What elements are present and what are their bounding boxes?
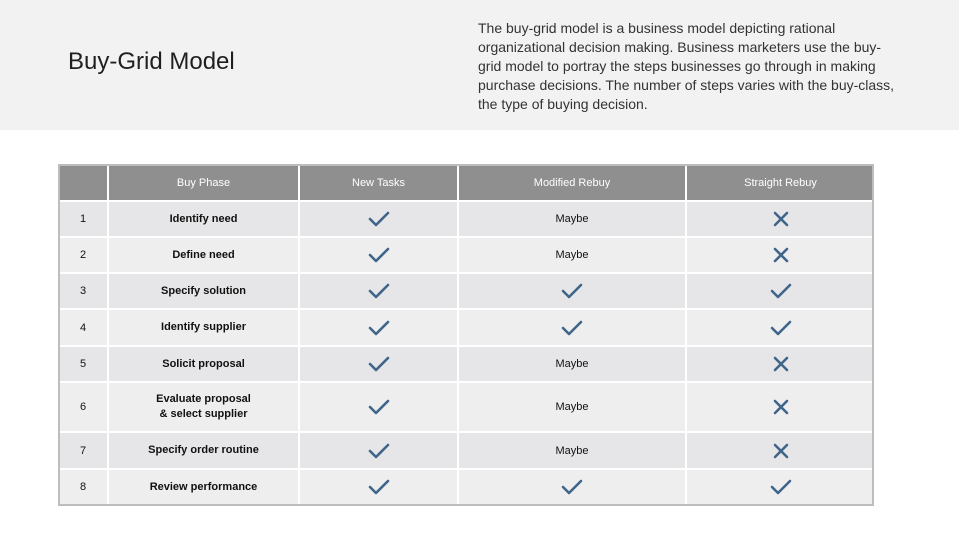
cross-icon: [687, 399, 874, 415]
check-icon: [300, 283, 457, 299]
cross-icon: [687, 211, 874, 227]
header-straight-rebuy: Straight Rebuy: [686, 165, 875, 201]
straight-rebuy-cell: [686, 237, 875, 273]
check-icon: [687, 479, 874, 495]
table-row: [59, 237, 875, 273]
table-body: [59, 201, 875, 505]
modified-rebuy-cell: Maybe: [458, 346, 686, 382]
table-header-row: [59, 165, 875, 201]
new-tasks-cell: [299, 273, 458, 309]
new-tasks-cell: [299, 432, 458, 469]
step-number: 2: [59, 237, 108, 273]
check-icon: [300, 211, 457, 227]
buy-grid-table: [58, 164, 876, 506]
modified-rebuy-cell: Maybe: [458, 201, 686, 237]
check-icon: [459, 479, 685, 495]
cross-icon: [687, 443, 874, 459]
check-icon: [300, 320, 457, 336]
check-icon: [300, 479, 457, 495]
new-tasks-cell: [299, 237, 458, 273]
table-row: [59, 469, 875, 505]
check-icon: [459, 283, 685, 299]
table-row: [59, 346, 875, 382]
new-tasks-cell: [299, 346, 458, 382]
buy-phase-label: Define need: [172, 248, 235, 261]
straight-rebuy-cell: [686, 309, 875, 346]
new-tasks-cell: [299, 201, 458, 237]
table-row: [59, 382, 875, 432]
buy-phase-cell: [108, 201, 299, 237]
step-number: 6: [59, 382, 108, 432]
check-icon: [459, 320, 685, 336]
buy-phase-label: Specify order routine: [148, 444, 259, 456]
step-number: 8: [59, 469, 108, 505]
buy-phase-cell: [108, 382, 299, 432]
step-number: 1: [59, 201, 108, 237]
table-row: [59, 309, 875, 346]
slide-description: The buy-grid model is a business model depicting rational organizational decision making. Business marketers use the buy-grid model to portray the steps businesses go through in making purchase decisions. The number of steps varies with the buy-class, the type of buying decision.: [478, 20, 895, 112]
slide-title: Buy-Grid Model: [68, 48, 235, 75]
buy-phase-label: Identify need: [169, 212, 238, 225]
table-row: [59, 273, 875, 309]
buy-phase-cell: [108, 346, 299, 382]
check-icon: [300, 443, 457, 459]
modified-rebuy-cell: Maybe: [458, 382, 686, 432]
straight-rebuy-cell: [686, 469, 875, 505]
buy-phase-label: Solicit proposal: [162, 357, 245, 370]
table-row: [59, 201, 875, 237]
cross-icon: [687, 247, 874, 263]
check-icon: [687, 320, 874, 336]
modified-rebuy-cell: Maybe: [458, 432, 686, 469]
buy-phase-label: & select supplier: [159, 408, 248, 420]
new-tasks-cell: [299, 309, 458, 346]
check-icon: [687, 283, 874, 299]
table-row: [59, 432, 875, 469]
buy-phase-cell: [108, 432, 299, 469]
check-icon: [300, 356, 457, 372]
straight-rebuy-cell: [686, 346, 875, 382]
straight-rebuy-cell: [686, 432, 875, 469]
buy-phase-cell: [108, 469, 299, 505]
header-number: [59, 165, 108, 201]
header-new-tasks: New Tasks: [299, 165, 458, 201]
modified-rebuy-cell: [458, 469, 686, 505]
straight-rebuy-cell: [686, 201, 875, 237]
new-tasks-cell: [299, 382, 458, 432]
new-tasks-cell: [299, 469, 458, 505]
buy-phase-cell: [108, 273, 299, 309]
modified-rebuy-cell: [458, 273, 686, 309]
check-icon: [300, 399, 457, 415]
buy-phase-label: Review performance: [149, 480, 258, 493]
check-icon: [300, 247, 457, 263]
step-number: 4: [59, 309, 108, 346]
buy-phase-label: Identify supplier: [161, 321, 246, 333]
straight-rebuy-cell: [686, 273, 875, 309]
buy-phase-label: Specify solution: [161, 284, 246, 297]
modified-rebuy-cell: Maybe: [458, 237, 686, 273]
modified-rebuy-cell: [458, 309, 686, 346]
buy-phase-label: Evaluate proposal: [156, 393, 251, 405]
step-number: 3: [59, 273, 108, 309]
header-buy-phase: Buy Phase: [108, 165, 299, 201]
cross-icon: [687, 356, 874, 372]
buy-phase-cell: [108, 309, 299, 346]
step-number: 7: [59, 432, 108, 469]
buy-phase-cell: [108, 237, 299, 273]
straight-rebuy-cell: [686, 382, 875, 432]
header-modified-rebuy: Modified Rebuy: [458, 165, 686, 201]
step-number: 5: [59, 346, 108, 382]
